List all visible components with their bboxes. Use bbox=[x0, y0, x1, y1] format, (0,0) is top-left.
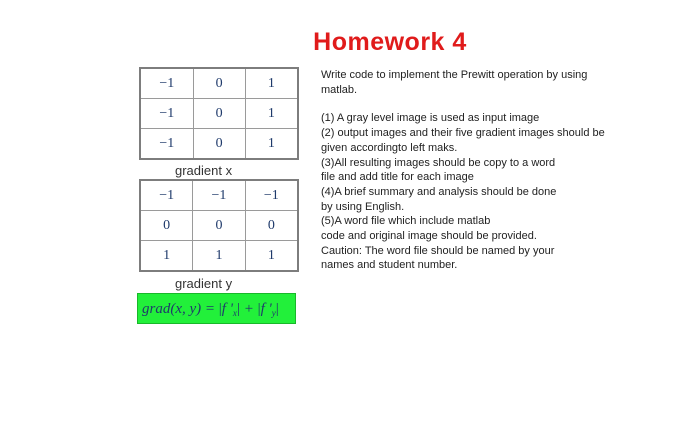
matrix-row bbox=[140, 211, 298, 241]
matrix-cell: −1 bbox=[193, 180, 245, 211]
abs-bar: | bbox=[275, 301, 279, 317]
intro-line: Write code to implement the Prewitt operation by using bbox=[321, 69, 588, 81]
spacer bbox=[321, 97, 651, 111]
matrix-cell: −1 bbox=[140, 180, 193, 211]
matrix-cell: −1 bbox=[245, 180, 298, 211]
abs-bar: | bbox=[218, 301, 222, 317]
instruction-line: (5)A word file which include matlab bbox=[321, 215, 491, 228]
matrix-row bbox=[140, 68, 298, 99]
gradient-magnitude-formula bbox=[137, 293, 296, 324]
instruction-line: file and add title for each image bbox=[321, 171, 474, 184]
gradient-x-matrix bbox=[139, 67, 299, 160]
matrix-cell: 1 bbox=[245, 68, 298, 99]
instruction-line: (2) output images and their five gradient images should be bbox=[321, 127, 605, 140]
matrix-cell: 0 bbox=[193, 211, 245, 241]
formula-sub-x: x bbox=[232, 308, 237, 318]
matrix-row bbox=[140, 180, 298, 211]
matrix-cell: 1 bbox=[140, 241, 193, 272]
formula-sub-y: y bbox=[271, 308, 276, 318]
matrix-row bbox=[140, 129, 298, 160]
matrix-cell: −1 bbox=[140, 129, 193, 160]
matrix-cell: 0 bbox=[140, 211, 193, 241]
matrix-cell: 0 bbox=[193, 99, 245, 129]
instruction-line: given accordingto left maks. bbox=[321, 141, 458, 154]
formula-plus: + bbox=[243, 301, 254, 317]
instruction-line: by using English. bbox=[321, 200, 405, 213]
matrix-cell: 0 bbox=[193, 68, 245, 99]
matrix-cell: 1 bbox=[193, 241, 245, 272]
matrix-row bbox=[140, 99, 298, 129]
matrix-row bbox=[140, 241, 298, 272]
instruction-line: code and original image should be provided. bbox=[321, 230, 537, 243]
instruction-line: Caution: The word file should be named by your bbox=[321, 244, 555, 257]
instructions-block bbox=[321, 68, 651, 273]
instruction-line: (4)A brief summary and analysis should be done bbox=[321, 185, 557, 198]
matrix-cell: −1 bbox=[140, 99, 193, 129]
abs-bar: | bbox=[236, 301, 240, 317]
formula-lhs: grad(x, y) = bbox=[142, 301, 216, 317]
gradient-x-caption: gradient x bbox=[175, 163, 233, 178]
matrix-cell: −1 bbox=[140, 68, 193, 99]
matrix-cell: 1 bbox=[245, 129, 298, 160]
formula-term-x: f ' bbox=[221, 301, 233, 317]
page-title: Homework 4 bbox=[313, 28, 467, 56]
matrix-cell: 0 bbox=[193, 129, 245, 160]
intro-line: matlab. bbox=[321, 83, 358, 96]
gradient-y-caption: gradient y bbox=[175, 276, 233, 291]
matrix-cell: 1 bbox=[245, 99, 298, 129]
abs-bar: | bbox=[257, 301, 261, 317]
gradient-y-matrix bbox=[139, 179, 299, 272]
matrix-cell: 0 bbox=[245, 211, 298, 241]
instruction-line: (1) A gray level image is used as input image bbox=[321, 112, 540, 125]
instruction-line: (3)All resulting images should be copy to a word bbox=[321, 156, 556, 169]
instruction-line: names and student number. bbox=[321, 259, 458, 272]
formula-term-y: f ' bbox=[260, 301, 272, 317]
matrix-cell: 1 bbox=[245, 241, 298, 272]
